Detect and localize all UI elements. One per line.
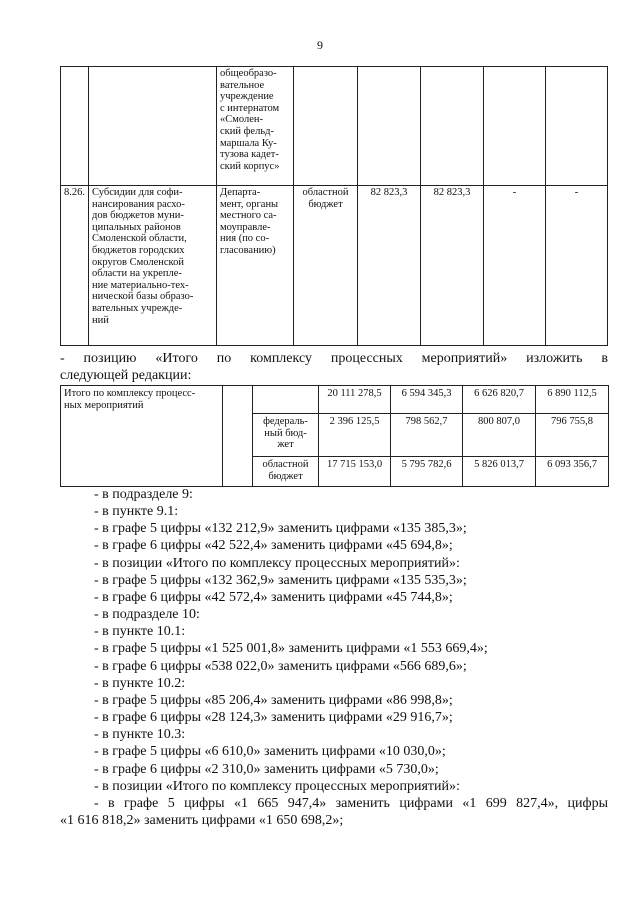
table-row xyxy=(61,67,608,186)
cell-line: тузова кадет- xyxy=(220,149,279,161)
cell-line: мент, органы xyxy=(220,198,279,210)
cell-line: вательное xyxy=(220,79,265,91)
amendment-line: - в пункте 10.2: xyxy=(94,675,186,691)
cell-line: учреждение xyxy=(220,91,274,103)
amendment-line: - в графе 5 цифры «132 212,9» заменить цифрами «135 385,3»; xyxy=(94,521,467,537)
cell-line: областной xyxy=(302,187,349,198)
item-name-cell xyxy=(89,186,217,346)
funding-source-cell xyxy=(253,414,319,457)
cell-line: нансирования расхо- xyxy=(92,198,185,210)
amendment-line: - в позиции «Итого по комплексу процессных мероприятий»: xyxy=(94,555,460,571)
amendment-line: - в графе 5 цифры «1 525 001,8» заменить цифрами «1 553 669,4»; xyxy=(94,641,488,657)
final-paragraph xyxy=(60,795,608,829)
cell-line: с интернатом xyxy=(220,102,280,114)
cell-line: областной xyxy=(262,459,309,470)
measures-table xyxy=(60,66,608,346)
cell-line: ния (по со- xyxy=(220,233,270,245)
year3-cell: 6 093 356,7 xyxy=(536,457,609,487)
page-number: 9 xyxy=(317,38,323,52)
year2-cell: 5 826 013,7 xyxy=(463,457,536,487)
year2-cell: 6 626 820,7 xyxy=(463,386,536,414)
executor-cell xyxy=(217,67,294,186)
amendment-line: - в пункте 10.3: xyxy=(94,727,186,743)
amendment-line: - в графе 6 цифры «42 522,4» заменить цифрами «45 694,8»; xyxy=(94,538,453,554)
table-cell xyxy=(294,67,358,186)
cell-line: нической базы образо- xyxy=(92,291,194,303)
cell-line: местного са- xyxy=(220,210,277,222)
year3-cell: - xyxy=(546,186,608,346)
table-cell xyxy=(546,67,608,186)
amendment-line: - в графе 5 цифры «6 610,0» заменить цифрами «10 030,0»; xyxy=(94,744,446,760)
totals-table xyxy=(60,385,609,487)
intro-paragraph-line: - позицию «Итого по комплексу процессных мероприятий» изложить в xyxy=(60,351,608,366)
year2-cell: - xyxy=(484,186,546,346)
cell-line: Итого по комплексу процесс- xyxy=(64,388,196,399)
amendment-line: - в пункте 9.1: xyxy=(94,504,179,520)
cell-line: бюджет xyxy=(268,470,303,482)
item-number: 8.26. xyxy=(61,186,89,346)
cell-line: ний xyxy=(92,314,109,326)
amendment-line: - в графе 6 цифры «538 022,0» заменить цифрами «566 689,6»; xyxy=(94,658,467,674)
amendment-line: - в пункте 10.1: xyxy=(94,624,186,640)
cell-line: округов Смоленской xyxy=(92,256,184,268)
cell-line: ный бюд- xyxy=(264,427,307,439)
cell-line: ных мероприятий xyxy=(64,399,144,411)
year2-cell: 800 807,0 xyxy=(463,414,536,457)
year1-cell: 82 823,3 xyxy=(421,186,484,346)
table-row xyxy=(61,186,608,346)
year1-cell: 798 562,7 xyxy=(391,414,463,457)
cell-line: маршала Ку- xyxy=(220,137,277,149)
cell-line: «Смолен- xyxy=(220,114,264,126)
year1-cell: 5 795 782,6 xyxy=(391,457,463,487)
table-cell xyxy=(223,386,253,487)
cell-line: бюджетов городских xyxy=(92,244,185,256)
amendment-line: - в графе 6 цифры «28 124,3» заменить цифрами «29 916,7»; xyxy=(94,710,453,726)
cell-line: федераль- xyxy=(263,416,308,427)
funding-source-cell xyxy=(294,186,358,346)
amendment-line: - в подразделе 9: xyxy=(94,487,193,502)
amendment-line: - в позиции «Итого по комплексу процессных мероприятий»: xyxy=(94,778,460,794)
table-cell xyxy=(358,67,421,186)
intro-paragraph-line: следующей редакции: xyxy=(60,368,192,383)
funding-source-cell xyxy=(253,386,319,414)
cell-line: моуправле- xyxy=(220,221,271,233)
amendments-list xyxy=(94,486,488,795)
cell-line: Департа- xyxy=(220,187,261,198)
cell-line: вательных учрежде- xyxy=(92,302,183,314)
amendment-line: - в графе 5 цифры «132 362,9» заменить цифрами «135 535,3»; xyxy=(94,572,467,588)
amendment-line: - в подразделе 10: xyxy=(94,607,200,623)
cell-line: жет xyxy=(277,439,294,451)
cell-line: области на укрепле- xyxy=(92,268,182,280)
cell-line: дов бюджетов муни- xyxy=(92,210,184,222)
totals-label-cell xyxy=(61,386,223,487)
cell-line: ский корпус» xyxy=(220,160,280,172)
table-cell xyxy=(484,67,546,186)
amendment-line: - в графе 6 цифры «42 572,4» заменить цифрами «45 744,8»; xyxy=(94,589,453,605)
funding-source-cell xyxy=(253,457,319,487)
table-row xyxy=(61,386,609,414)
cell-line: гласованию) xyxy=(220,244,276,256)
total-cell: 20 111 278,5 xyxy=(319,386,391,414)
total-cell: 2 396 125,5 xyxy=(319,414,391,457)
final-line: «1 616 818,2» заменить цифрами «1 650 698,2»; xyxy=(60,813,344,829)
amendment-line: - в графе 5 цифры «85 206,4» заменить цифрами «86 998,8»; xyxy=(94,692,453,708)
table-cell xyxy=(89,67,217,186)
table-cell xyxy=(421,67,484,186)
year3-cell: 6 890 112,5 xyxy=(536,386,609,414)
cell-line: общеобразо- xyxy=(220,68,277,79)
cell-line: Субсидии для софи- xyxy=(92,187,183,198)
cell-line: ципальных районов xyxy=(92,221,181,233)
executor-cell xyxy=(217,186,294,346)
year1-cell: 6 594 345,3 xyxy=(391,386,463,414)
final-line: - в графе 5 цифры «1 665 947,4» заменить цифрами «1 699 827,4», цифры xyxy=(94,796,608,811)
cell-line: ние материально-тех- xyxy=(92,279,189,291)
table-cell xyxy=(61,67,89,186)
total-cell: 17 715 153,0 xyxy=(319,457,391,487)
cell-line: Смоленской области, xyxy=(92,233,187,245)
cell-line: бюджет xyxy=(308,198,343,210)
cell-line: ский фельд- xyxy=(220,125,274,137)
amendment-line: - в графе 6 цифры «2 310,0» заменить цифрами «5 730,0»; xyxy=(94,761,439,777)
total-cell: 82 823,3 xyxy=(358,186,421,346)
year3-cell: 796 755,8 xyxy=(536,414,609,457)
